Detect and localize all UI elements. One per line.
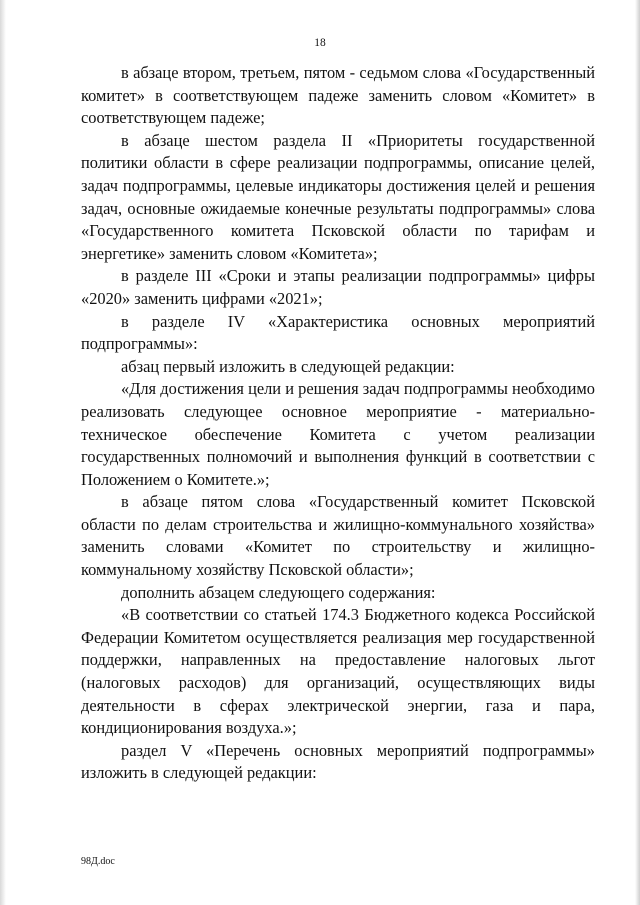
paragraph-6: «Для достижения цели и решения задач подпрограммы необходимо реализовать следующее основное мероприятие - материально-техническое обеспечение Комитета с учетом реализации государственных полномочий и выполнения функций в соответствии с Положением о Комитете.»;: [81, 379, 595, 489]
paragraph-9: «В соответствии со статьей 174.3 Бюджетного кодекса Российской Федерации Комитетом осуществляется реализация мер государственной поддержки, направленных на предоставление налоговых льгот (налоговых расходов) для организаций, осуществляющих виды деятельности в сферах электрической энергии, газа и пара, кондиционирования воздуха.»;: [81, 605, 595, 738]
paragraph-2: в абзаце шестом раздела II «Приоритеты государственной политики области в сфере реализации подпрограммы, описание целей, задач подпрограммы, целевые индикаторы достижения целей и решения задач, основные ожидаемые конечные результаты подпрограммы» слова «Государственного комитета Псковской области по тарифам и энергетике» заменить словом «Комитета»;: [81, 130, 595, 263]
scan-edge-left: [0, 0, 6, 905]
paragraph-4: в разделе IV «Характеристика основных мероприятий подпрограммы»:: [81, 311, 595, 354]
page-number: 18: [314, 37, 326, 49]
paragraph-7: в абзаце пятом слова «Государственный комитет Псковской области по делам строительства и жилищно-коммунального хозяйства» заменить словами «Комитет по строительству и жилищно-коммунальному хозяйству Псковской области»;: [81, 492, 595, 580]
scan-edge-right: [635, 0, 640, 905]
footer-filename: 98Д.doc: [81, 856, 115, 867]
paragraph-1: в абзаце втором, третьем, пятом - седьмом слова «Государственный комитет» в соответствующем падеже заменить словом «Комитет» в соответствующем падеже;: [81, 63, 595, 128]
paragraph-10: раздел V «Перечень основных мероприятий подпрограммы» изложить в следующей редакции:: [81, 740, 595, 783]
document-body: [81, 62, 595, 785]
paragraph-8: дополнить абзацем следующего содержания:: [121, 582, 436, 602]
paragraph-5: абзац первый изложить в следующей редакции:: [121, 356, 455, 376]
paragraph-3: в разделе III «Сроки и этапы реализации подпрограммы» цифры «2020» заменить цифрами «2021»;: [81, 266, 595, 308]
